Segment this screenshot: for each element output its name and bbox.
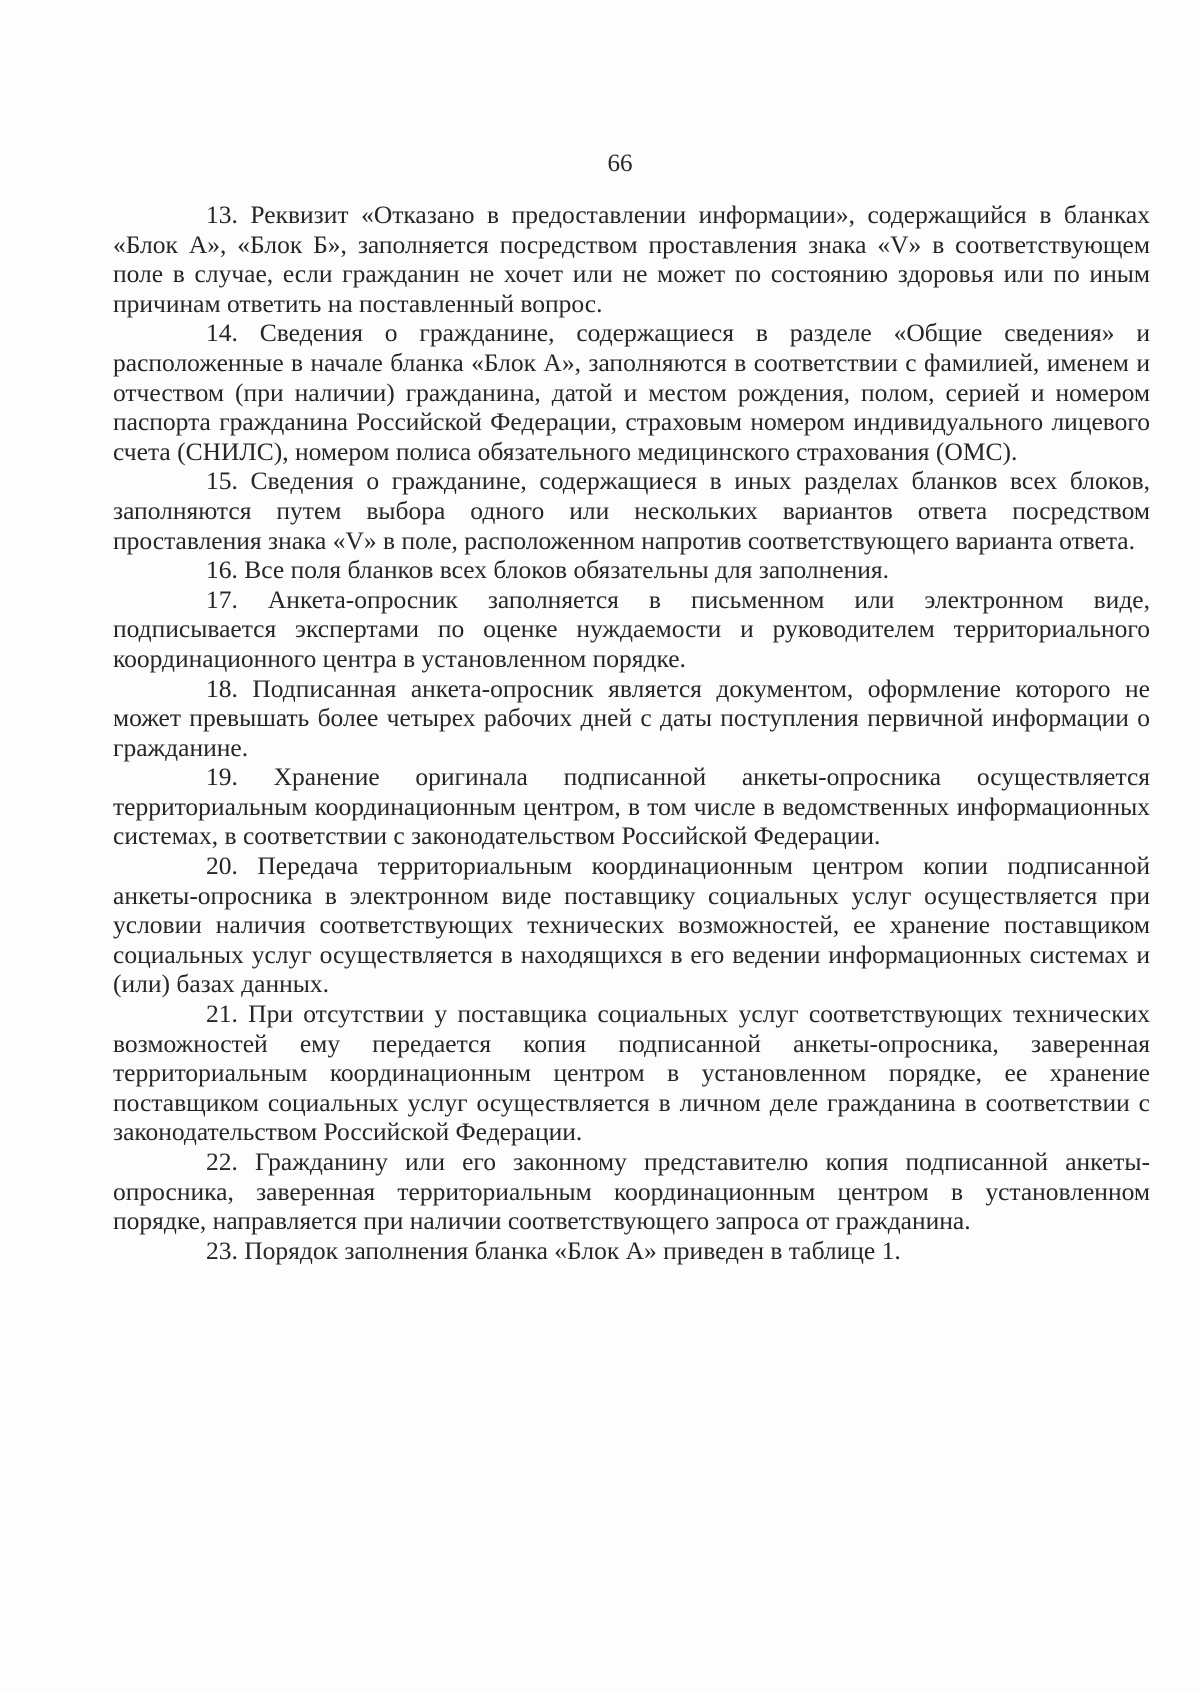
paragraph-21: 21. При отсутствии у поставщика социальных услуг соответствующих технических возможностей ему передается копия подписанной анкеты-опросника, заверенная территориальным координационным центром в установленном порядке, ее хранение поставщиком социальных услуг осуществляется в личном деле гражданина в соответствии с законодательством Российской Федерации.: [113, 999, 1150, 1147]
paragraph-17: 17. Анкета-опросник заполняется в письменном или электронном виде, подписывается экспертами по оценке нуждаемости и руководителем территориального координационного центра в установленном порядке.: [113, 584, 1150, 673]
paragraph-15: 15. Сведения о гражданине, содержащиеся в иных разделах бланков всех блоков, заполняются путем выбора одного или нескольких вариантов ответа посредством проставления знака «V» в поле, расположенном напротив соответствующего варианта ответа.: [113, 466, 1150, 555]
page-number: 66: [607, 150, 633, 177]
paragraph-20: 20. Передача территориальным координационным центром копии подписанной анкеты-опросника в электронном виде поставщику социальных услуг осуществляется при условии наличия соответствующих технических возможностей, ее хранение поставщиком социальных услуг осуществляется в находящихся в его ведении информационных системах и (или) базах данных.: [113, 851, 1150, 999]
paragraph-19: 19. Хранение оригинала подписанной анкеты-опросника осуществляется территориальным координационным центром, в том числе в ведомственных информационных системах, в соответствии с законодательством Российской Федерации.: [113, 762, 1150, 851]
paragraph-16: 16. Все поля бланков всех блоков обязательны для заполнения.: [206, 555, 889, 585]
paragraph-22: 22. Гражданину или его законному представителю копия подписанной анкеты-опросника, заверенная территориальным координационным центром в установленном порядке, направляется при наличии соответствующего запроса от гражданина.: [113, 1147, 1150, 1236]
paragraph-14: 14. Сведения о гражданине, содержащиеся в разделе «Общие сведения» и расположенные в начале бланка «Блок А», заполняются в соответствии с фамилией, именем и отчеством (при наличии) гражданина, датой и местом рождения, полом, серией и номером паспорта гражданина Российской Федерации, страховым номером индивидуального лицевого счета (СНИЛС), номером полиса обязательного медицинского страхования (ОМС).: [113, 318, 1150, 466]
paragraph-13: 13. Реквизит «Отказано в предоставлении информации», содержащийся в бланках «Блок А», «Блок Б», заполняется посредством проставления знака «V» в соответствующем поле в случае, если гражданин не хочет или не может по состоянию здоровья или по иным причинам ответить на поставленный вопрос.: [113, 200, 1150, 318]
paragraph-23: 23. Порядок заполнения бланка «Блок А» приведен в таблице 1.: [206, 1235, 901, 1265]
paragraph-18: 18. Подписанная анкета-опросник является документом, оформление которого не может превышать более четырех рабочих дней с даты поступления первичной информации о гражданине.: [113, 673, 1150, 762]
document-body: [113, 200, 1150, 1265]
